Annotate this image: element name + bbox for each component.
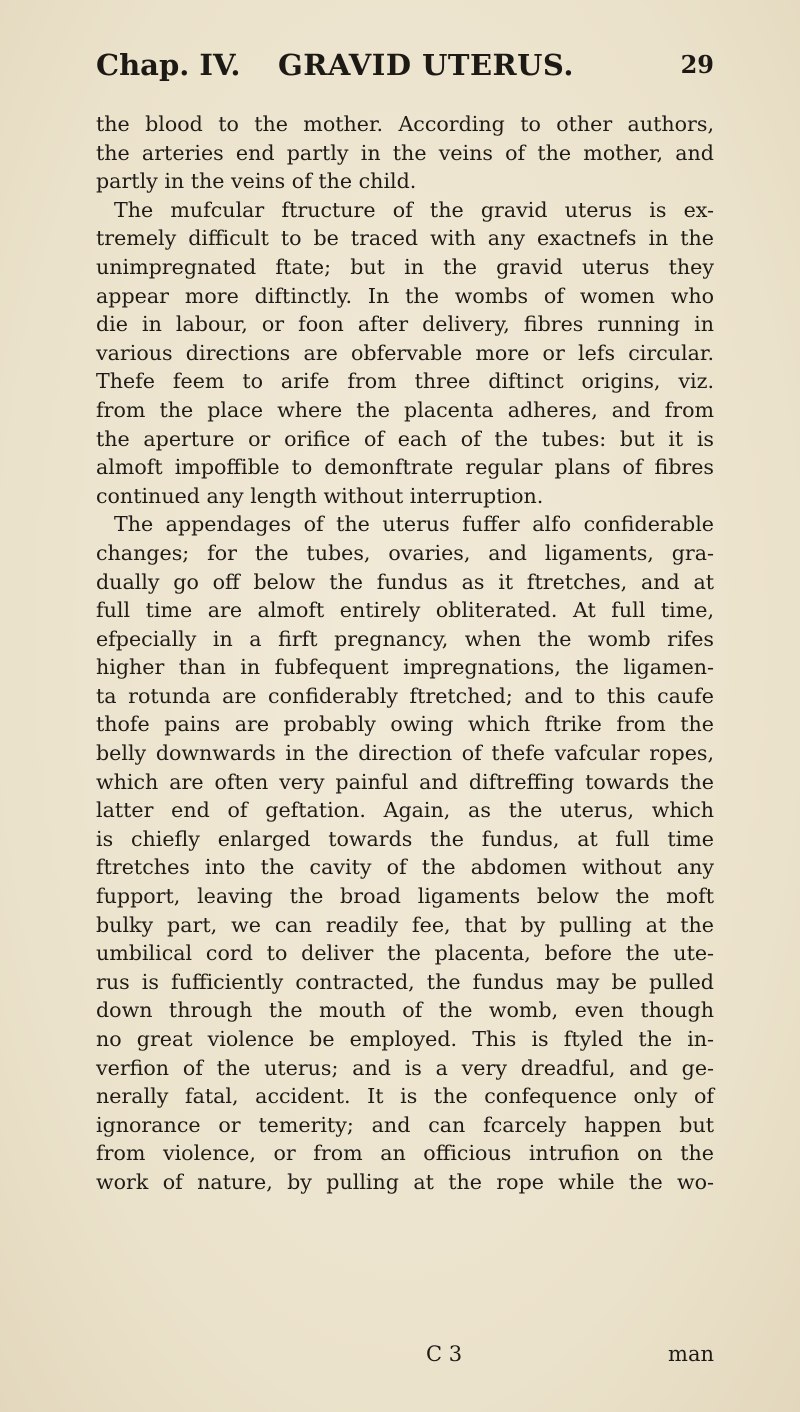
text-line: The appendages of the uterus fuffer alfo confiderable xyxy=(114,512,714,537)
text-line: thofe pains are probably owing which ftrike from the xyxy=(96,712,714,737)
text-line: the blood to the mother. According to other authors, xyxy=(96,112,714,136)
signature-mark: C 3 xyxy=(426,1342,463,1366)
text-line: dually go off below the fundus as it ftretches, and at xyxy=(96,569,714,594)
text-line: continued any length without interruption. xyxy=(96,483,544,508)
text-line: verfion of the uterus; and is a very dreadful, and ge- xyxy=(96,1055,714,1080)
text-line: efpecially in a firft pregnancy, when the womb rifes xyxy=(96,626,714,651)
chapter-label: Chap. IV. xyxy=(96,48,241,82)
text-line: die in labour, or foon after delivery, fibres running in xyxy=(96,312,714,337)
text-line: rus is fufficiently contracted, the fundus may be pulled xyxy=(96,969,714,994)
text-line: no great violence be employed. This is ftyled the in- xyxy=(96,1027,714,1051)
body-text xyxy=(96,110,714,1197)
text-line: fupport, leaving the broad ligaments below the moft xyxy=(96,884,714,909)
text-line: from violence, or from an officious intrufion on the xyxy=(96,1141,714,1166)
text-line: belly downwards in the direction of thefe vafcular ropes, xyxy=(96,741,714,766)
text-line: the arteries end partly in the veins of the mother, and xyxy=(96,140,714,165)
text-line: appear more diftinctly. In the wombs of women who xyxy=(96,283,714,308)
text-line: ignorance or temerity; and can fcarcely happen but xyxy=(96,1112,714,1137)
text-line: full time are almoft entirely obliterated. At full time, xyxy=(96,598,714,623)
text-line: work of nature, by pulling at the rope while the wo- xyxy=(96,1169,714,1194)
text-line: is chiefly enlarged towards the fundus, at full time xyxy=(96,826,714,851)
text-line: umbilical cord to deliver the placenta, before the ute- xyxy=(96,941,714,966)
text-line: the aperture or orifice of each of the tubes: but it is xyxy=(96,426,714,451)
text-line: which are often very painful and diftreffing towards the xyxy=(96,769,714,794)
text-line: almoft impoffible to demonftrate regular plans of fibres xyxy=(96,455,714,480)
text-line: down through the mouth of the womb, even though xyxy=(96,998,714,1023)
text-line: partly in the veins of the child. xyxy=(96,169,417,194)
text-line: higher than in fubfequent impregnations, the ligamen- xyxy=(96,655,714,680)
catchword: man xyxy=(668,1342,714,1366)
text-line: nerally fatal, accident. It is the confequence only of xyxy=(96,1084,714,1109)
page-number: 29 xyxy=(680,50,714,79)
text-line: Thefe feem to arife from three diftinct origins, viz. xyxy=(96,369,714,394)
text-line: bulky part, we can readily fee, that by pulling at the xyxy=(96,912,714,937)
text-line: from the place where the placenta adheres, and from xyxy=(96,397,714,422)
text-line: latter end of geftation. Again, as the uterus, which xyxy=(96,798,714,823)
text-line: unimpregnated ftate; but in the gravid uterus they xyxy=(96,254,714,279)
text-line: The mufcular ftructure of the gravid uterus is ex- xyxy=(114,197,714,222)
text-line: ta rotunda are confiderably ftretched; and to this caufe xyxy=(96,683,714,708)
text-line: tremely difficult to be traced with any exactnefs in the xyxy=(96,226,714,251)
page-footer xyxy=(96,1342,714,1372)
text-line: ftretches into the cavity of the abdomen without any xyxy=(96,855,714,880)
text-line: changes; for the tubes, ovaries, and ligaments, gra- xyxy=(96,540,714,565)
running-title: GRAVID UTERUS. xyxy=(278,48,574,82)
running-header xyxy=(96,48,714,92)
text-line: various directions are obfervable more or lefs circular. xyxy=(96,340,714,365)
